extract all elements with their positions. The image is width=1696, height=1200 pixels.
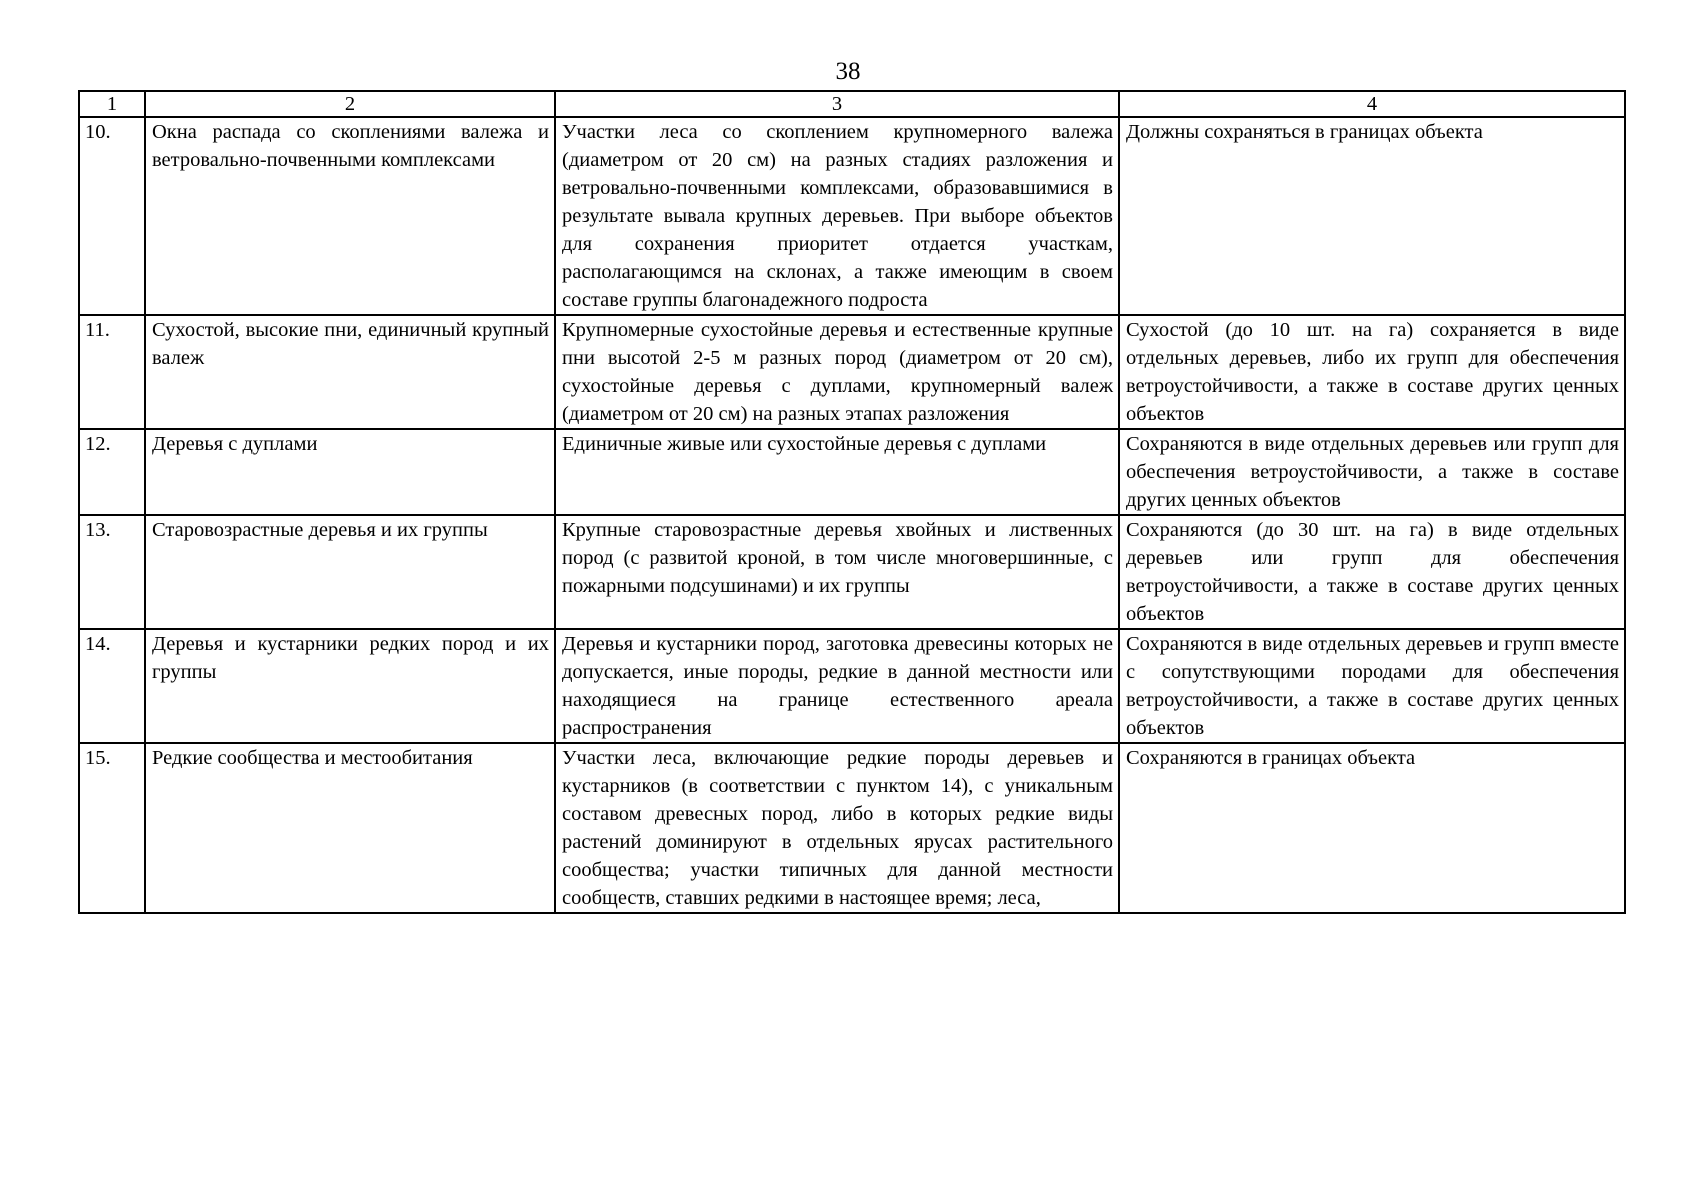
object-description: Деревья и кустарники пород, заготовка древесины которых не допускается, иные породы, редкие в данной местности или находящиеся на границе естественного ареала распространения <box>555 629 1119 743</box>
header-cell-1: 1 <box>79 91 145 117</box>
preservation-requirement: Сохраняются в границах объекта <box>1119 743 1625 913</box>
table-row <box>79 743 1625 913</box>
table-header-row <box>79 91 1625 117</box>
object-name: Деревья с дуплами <box>145 429 555 515</box>
table-row <box>79 117 1625 315</box>
object-name: Старовозрастные деревья и их группы <box>145 515 555 629</box>
header-cell-3: 3 <box>555 91 1119 117</box>
object-name: Окна распада со скоплениями валежа и ветровально-почвенными комплексами <box>145 117 555 315</box>
object-description: Участки леса со скоплением крупномерного валежа (диаметром от 20 см) на разных стадиях разложения и ветровально-почвенными комплексами, образовавшимися в результате вывала крупных деревьев. При выборе объектов для сохранения приоритет отдается участкам, располагающимся на склонах, а также имеющим в своем составе группы благонадежного подроста <box>555 117 1119 315</box>
object-description: Крупные старовозрастные деревья хвойных и лиственных пород (с развитой кроной, в том числе многовершинные, с пожарными подсушинами) и их группы <box>555 515 1119 629</box>
table-row <box>79 315 1625 429</box>
table-row <box>79 629 1625 743</box>
row-number: 15. <box>79 743 145 913</box>
table-row <box>79 429 1625 515</box>
object-name: Деревья и кустарники редких пород и их группы <box>145 629 555 743</box>
row-number: 12. <box>79 429 145 515</box>
object-name: Редкие сообщества и местообитания <box>145 743 555 913</box>
preservation-requirement: Должны сохраняться в границах объекта <box>1119 117 1625 315</box>
preservation-requirement: Сохраняются (до 30 шт. на га) в виде отдельных деревьев или групп для обеспечения ветроустойчивости, а также в составе других ценных объектов <box>1119 515 1625 629</box>
object-name: Сухостой, высокие пни, единичный крупный валеж <box>145 315 555 429</box>
preservation-requirement: Сохраняются в виде отдельных деревьев или групп для обеспечения ветроустойчивости, а также в составе других ценных объектов <box>1119 429 1625 515</box>
row-number: 11. <box>79 315 145 429</box>
row-number: 14. <box>79 629 145 743</box>
conservation-objects-table <box>78 90 1626 914</box>
object-description: Крупномерные сухостойные деревья и естественные крупные пни высотой 2-5 м разных пород (диаметром от 20 см), сухостойные деревья с дуплами, крупномерный валеж (диаметром от 20 см) на разных этапах разложения <box>555 315 1119 429</box>
row-number: 10. <box>79 117 145 315</box>
object-description: Единичные живые или сухостойные деревья с дуплами <box>555 429 1119 515</box>
row-number: 13. <box>79 515 145 629</box>
header-cell-4: 4 <box>1119 91 1625 117</box>
preservation-requirement: Сухостой (до 10 шт. на га) сохраняется в виде отдельных деревьев, либо их групп для обеспечения ветроустойчивости, а также в составе других ценных объектов <box>1119 315 1625 429</box>
header-cell-2: 2 <box>145 91 555 117</box>
table-row <box>79 515 1625 629</box>
preservation-requirement: Сохраняются в виде отдельных деревьев и групп вместе с сопутствующими породами для обеспечения ветроустойчивости, а также в составе других ценных объектов <box>1119 629 1625 743</box>
page-number: 38 <box>835 58 861 85</box>
object-description: Участки леса, включающие редкие породы деревьев и кустарников (в соответствии с пунктом 14), с уникальным составом древесных пород, либо в которых редкие виды растений доминируют в отдельных ярусах растительного сообщества; участки типичных для данной местности сообществ, ставших редкими в настоящее время; леса, <box>555 743 1119 913</box>
